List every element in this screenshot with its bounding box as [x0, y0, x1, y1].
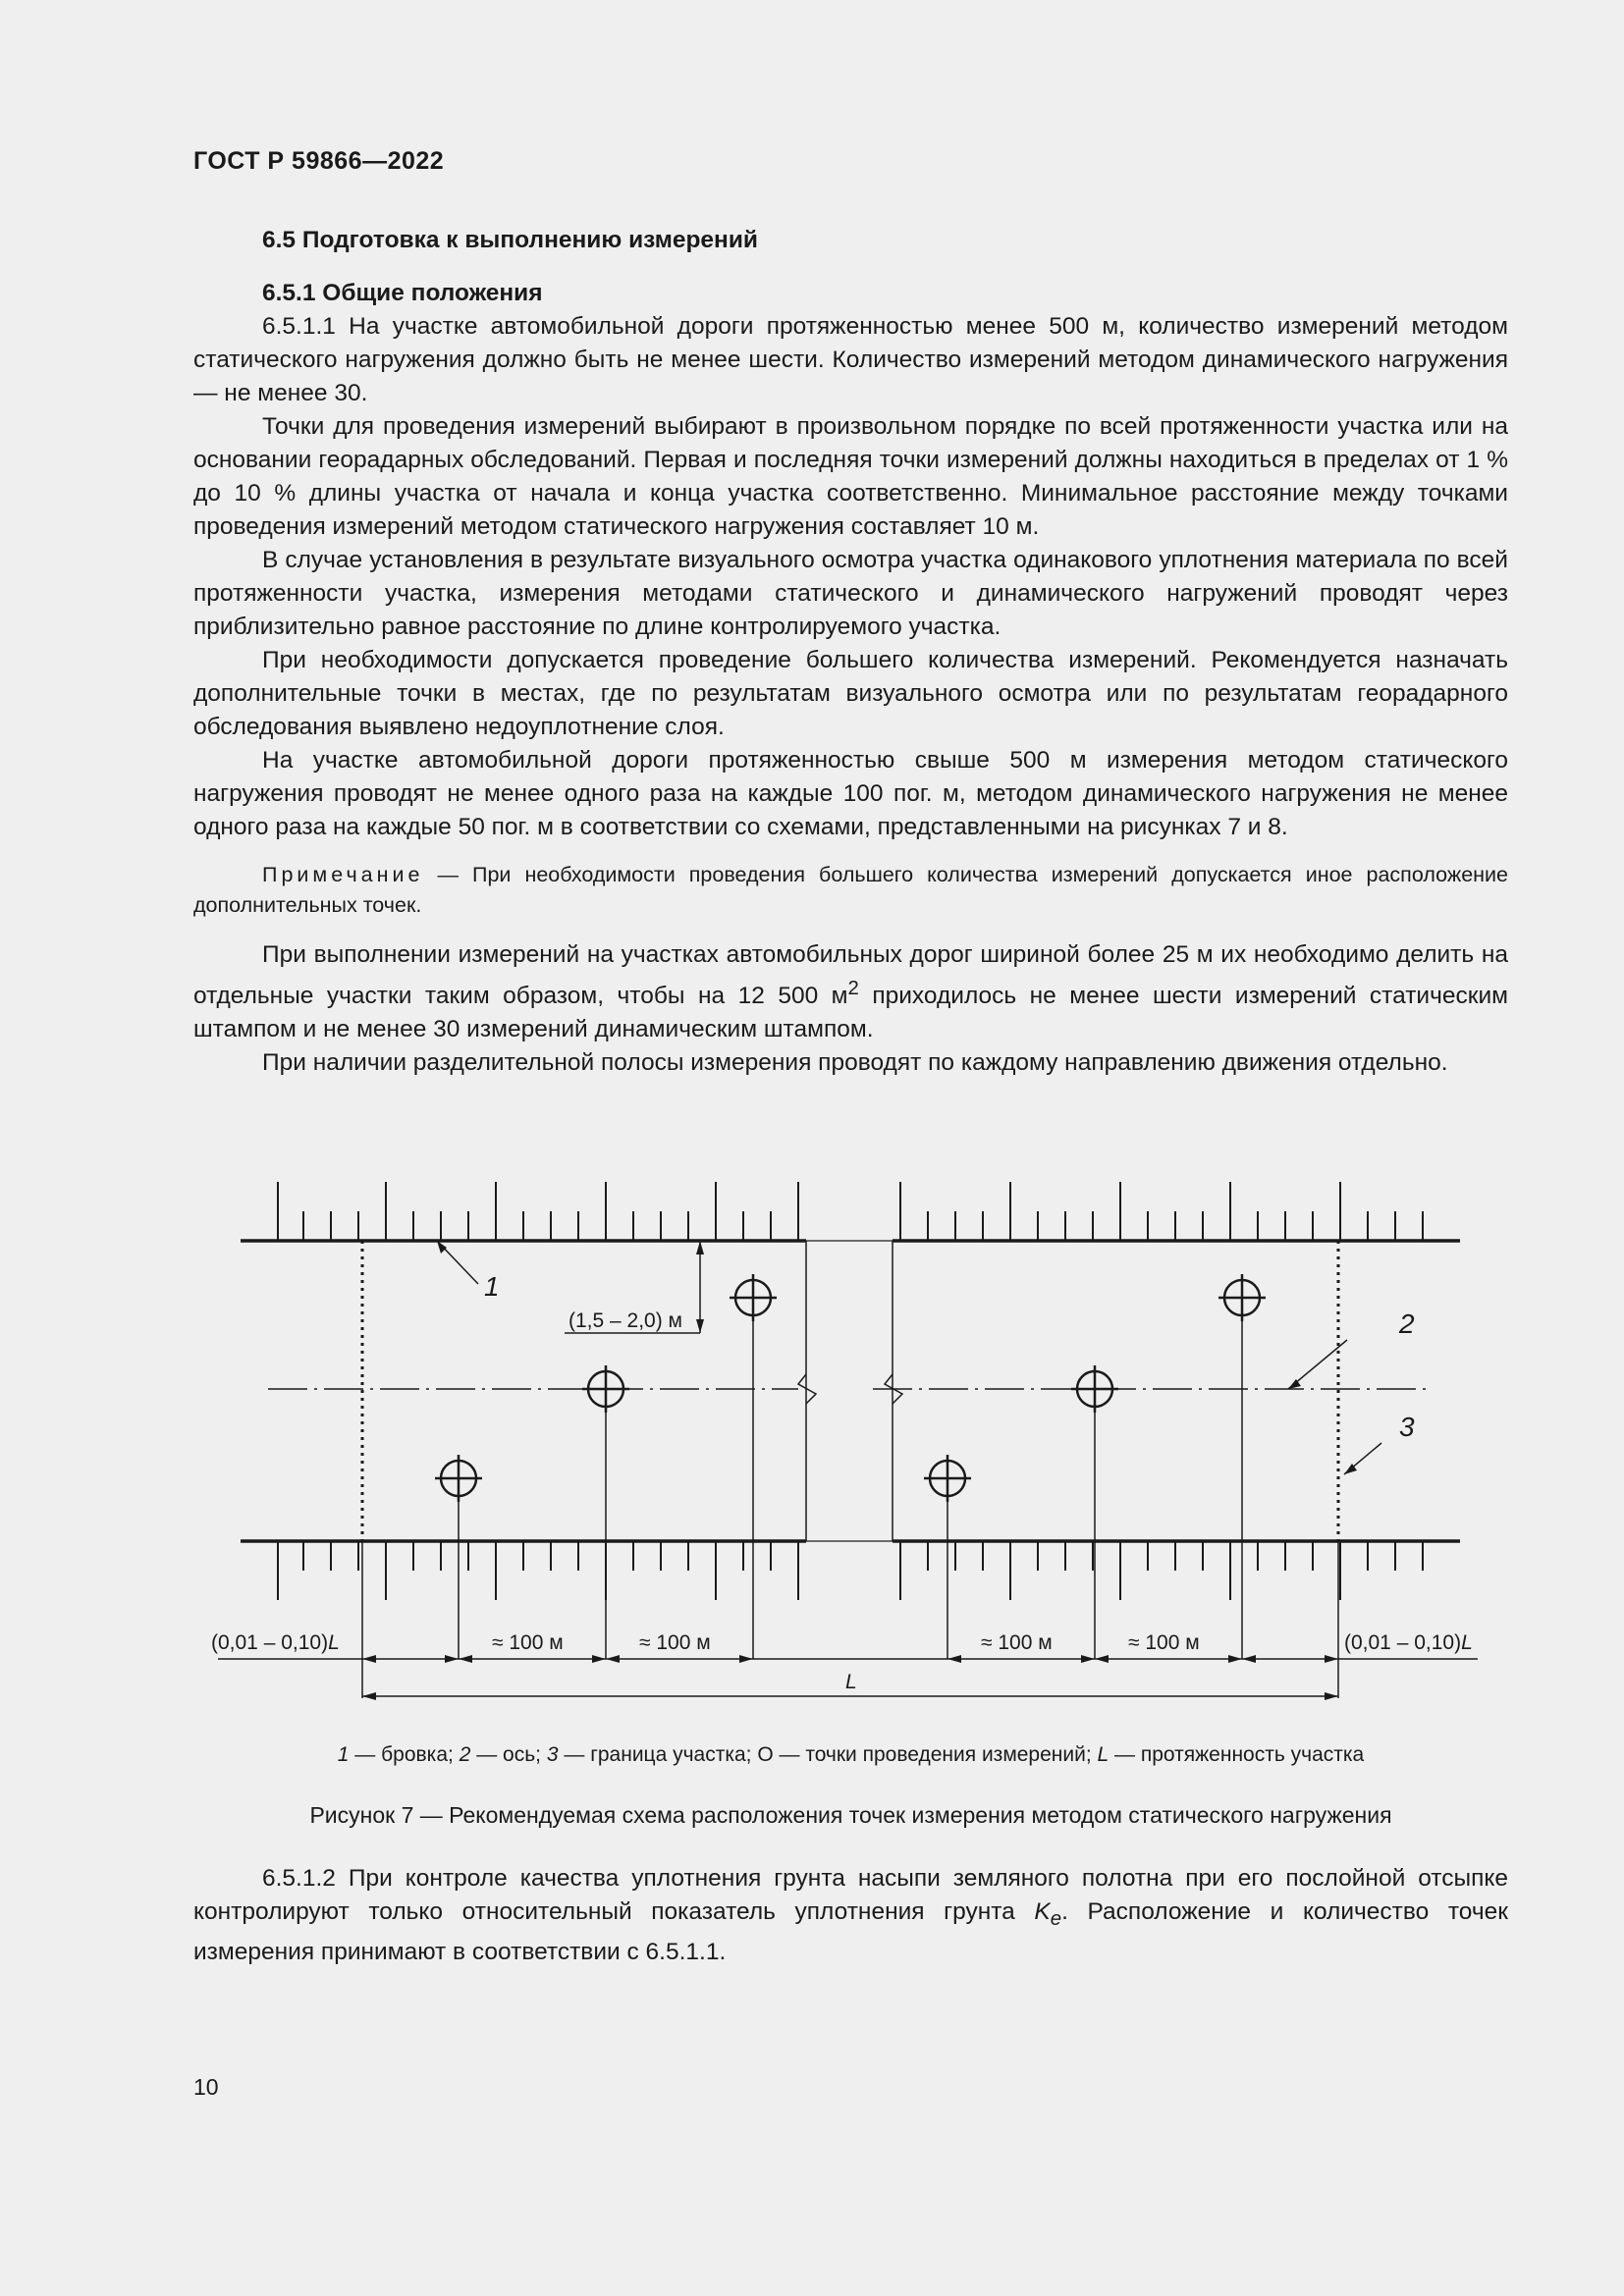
offset-label: (1,5 – 2,0) м — [568, 1309, 682, 1332]
paragraph: 6.5.1.1 На участке автомобильной дороги протяженностью менее 500 м, количество измерений методом статического нагружения должно быть не менее шести. Количество измерений методом динамического нагружения — не менее 30. — [193, 313, 1508, 406]
total-length-label: L — [845, 1671, 857, 1693]
dim-100-2: ≈ 100 м — [639, 1631, 711, 1654]
label-1: 1 — [484, 1271, 500, 1302]
body-text-block-1 — [193, 224, 1508, 1080]
left-range-label: (0,01 – 0,10)L — [211, 1631, 340, 1654]
paragraph: При выполнении измерений на участках автомобильных дорог шириной более 25 м их необходимо делить на отдельные участки таким образом, чтобы на 12 500 $м^2$ приходилось не менее шести измерений статическим штампом и не менее 30 измерений динамическим штампом. — [193, 941, 1508, 1043]
figure-7-diagram — [193, 1168, 1508, 1718]
dim-100-3: ≈ 100 м — [981, 1631, 1053, 1654]
figure-caption: Рисунок 7 — Рекомендуемая схема расположения точек измерения методом статического нагружения — [309, 1802, 1392, 1828]
paragraph: Точки для проведения измерений выбирают в произвольном порядке по всей протяженности участка или на основании георадарных обследований. Первая и последняя точки измерений должны находиться в пределах от 1 % до 10 % длины участка от начала и конца участка соответственно. Минимальное расстояние между точками проведения измерений методом статического нагружения составляет 10 м. — [193, 413, 1508, 540]
dim-100-1: ≈ 100 м — [492, 1631, 564, 1654]
paragraph: При необходимости допускается проведение большего количества измерений. Рекомендуется назначать дополнительные точки в местах, где по результатам визуального осмотра или по результатам георадарного обследования выявлено недоуплотнение слоя. — [193, 647, 1508, 740]
label-3: 3 — [1399, 1412, 1415, 1442]
paragraph: На участке автомобильной дороги протяженностью свыше 500 м измерения методом статического нагружения проводят не менее одного раза на каждые 100 пог. м, методом динамического нагружения не менее одного раза на каждые 50 пог. м в соответствии со схемами, представленными на рисунках 7 и 8. — [193, 747, 1508, 840]
paragraph: При наличии разделительной полосы измерения проводят по каждому направлению движения отдельно. — [262, 1049, 1448, 1077]
section-title: 6.5 Подготовка к выполнению измерений — [262, 227, 758, 253]
body-text-block-2 — [193, 1862, 1508, 1969]
note-text: — При необходимости проведения большего количества измерений допускается иное расположение дополнительных точек. — [193, 863, 1508, 917]
paragraph: В случае установления в результате визуального осмотра участка одинакового уплотнения материала по всей протяженности участка, измерения методами статического и динамического нагружений проводят через приблизительно равное расстояние по длине контролируемого участка. — [193, 547, 1508, 640]
note — [193, 860, 1508, 921]
dim-100-4: ≈ 100 м — [1128, 1631, 1200, 1654]
page-number: 10 — [193, 2074, 219, 2100]
label-2: 2 — [1399, 1308, 1415, 1339]
document-header: ГОСТ Р 59866—2022 — [193, 147, 445, 175]
note-label: Примечание — [262, 863, 424, 886]
paragraph: 6.5.1.2 При контроле качества уплотнения грунта насыпи земляного полотна при его послойной отсыпке контролируют только относительный показатель уплотнения грунта $K_e$. Расположение и количество точек измерения принимают в соответствии с 6.5.1.1. — [193, 1865, 1508, 1965]
figure-legend: 1 — бровка; 2 — ось; 3 — граница участка; О — точки проведения измерений; L — протяженность участка — [337, 1743, 1365, 1766]
subsection-title: 6.5.1 Общие положения — [262, 280, 543, 306]
right-range-label: (0,01 – 0,10)L — [1344, 1631, 1473, 1654]
